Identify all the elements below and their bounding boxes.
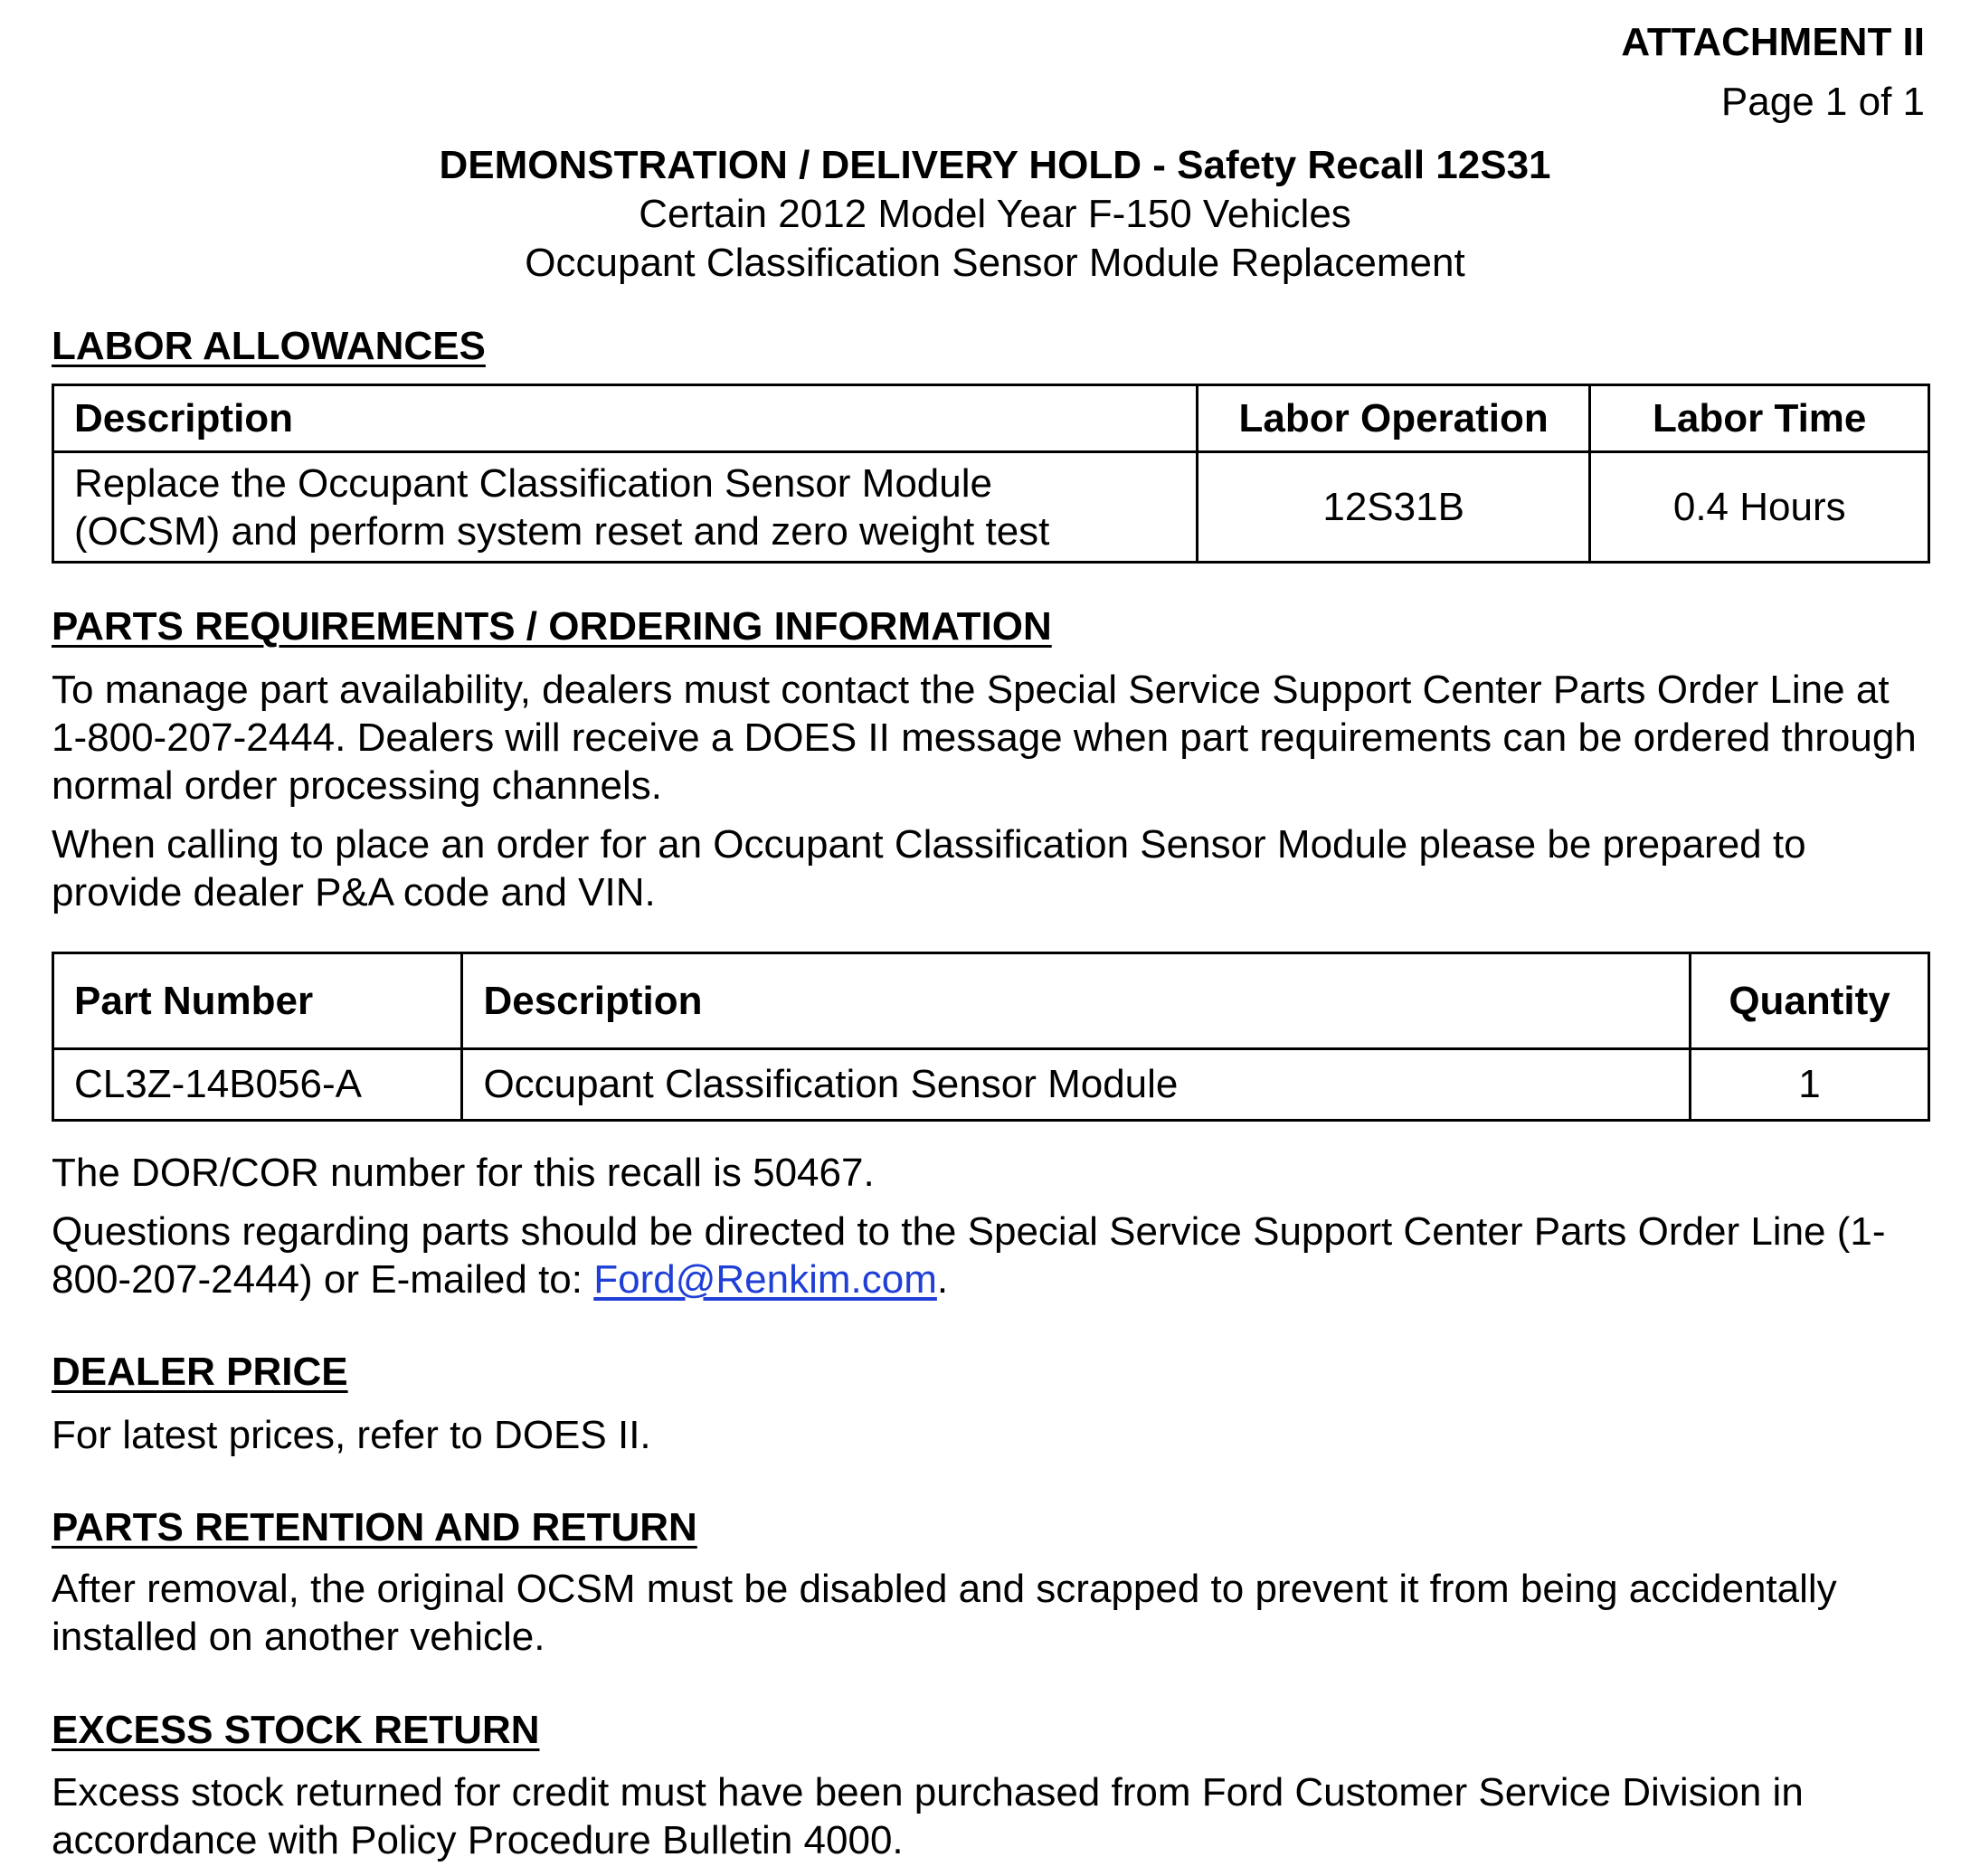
email-link[interactable]: Ford@Renkim.com [593, 1257, 937, 1302]
column-header-part-number: Part Number [53, 953, 462, 1049]
excess-stock-heading: EXCESS STOCK RETURN [52, 1708, 540, 1752]
title-line-3: Occupant Classification Sensor Module Replacement [525, 241, 1465, 285]
table-row [53, 1049, 1929, 1121]
column-header-description: Description [53, 385, 1198, 452]
parts-retention-heading: PARTS RETENTION AND RETURN [52, 1505, 697, 1549]
attachment-header [1621, 13, 1925, 132]
part-description-cell: Occupant Classification Sensor Module [462, 1049, 1691, 1121]
table-header-row [53, 953, 1929, 1049]
parts-contact-text [52, 1149, 1933, 1303]
labor-description-cell [53, 452, 1198, 563]
parts-ordering-text [52, 666, 1933, 916]
column-header-labor-time: Labor Time [1590, 385, 1929, 452]
document-title [0, 141, 1961, 288]
dealer-price-text: For latest prices, refer to DOES II. [52, 1413, 651, 1457]
labor-description-line-2: (OCSM) and perform system reset and zero weight test [74, 508, 1050, 554]
questions-suffix: . [936, 1257, 949, 1302]
dealer-price-heading: DEALER PRICE [52, 1350, 348, 1394]
labor-allowances-table [52, 384, 1930, 564]
column-header-description: Description [462, 953, 1691, 1049]
title-line-2: Certain 2012 Model Year F-150 Vehicles [639, 192, 1351, 236]
labor-time-cell: 0.4 Hours [1590, 452, 1929, 563]
part-quantity-cell: 1 [1691, 1049, 1929, 1121]
attachment-label: ATTACHMENT II [1621, 20, 1925, 64]
parts-table [52, 952, 1930, 1122]
column-header-quantity: Quantity [1691, 953, 1929, 1049]
excess-stock-text: Excess stock returned for credit must have been purchased from Ford Customer Service Division in accordance with Policy Procedure Bulletin 4000. [52, 1770, 1804, 1862]
parts-ordering-paragraph-1: To manage part availability, dealers must contact the Special Service Support Center Parts Order Line at 1-800-207-2444. Dealers will receive a DOES II message when part requirements can be ordered through normal order processing channels. [52, 668, 1917, 808]
table-header-row [53, 385, 1929, 452]
questions-prefix: Questions regarding parts should be directed to the Special Service Support Center Parts Order Line (1-800-207-2444) or E-mailed to: [52, 1209, 1886, 1302]
title-line-1: DEMONSTRATION / DELIVERY HOLD - Safety Recall 12S31 [439, 143, 1551, 187]
part-number-cell: CL3Z-14B056-A [53, 1049, 462, 1121]
parts-retention-text: After removal, the original OCSM must be disabled and scrapped to prevent it from being accidentally installed on another vehicle. [52, 1567, 1837, 1659]
column-header-labor-operation: Labor Operation [1197, 385, 1590, 452]
page-number: Page 1 of 1 [1720, 80, 1925, 124]
labor-description-line-1: Replace the Occupant Classification Sensor Module [74, 460, 992, 506]
labor-operation-cell: 12S31B [1197, 452, 1590, 563]
questions-text [52, 1208, 1933, 1303]
parts-ordering-paragraph-2: When calling to place an order for an Occupant Classification Sensor Module please be prepared to provide dealer P&A code and VIN. [52, 822, 1806, 914]
parts-requirements-heading: PARTS REQUIREMENTS / ORDERING INFORMATION [52, 604, 1052, 649]
labor-allowances-heading: LABOR ALLOWANCES [52, 324, 486, 368]
dor-cor-text: The DOR/COR number for this recall is 50467. [52, 1151, 875, 1195]
table-row [53, 452, 1929, 563]
